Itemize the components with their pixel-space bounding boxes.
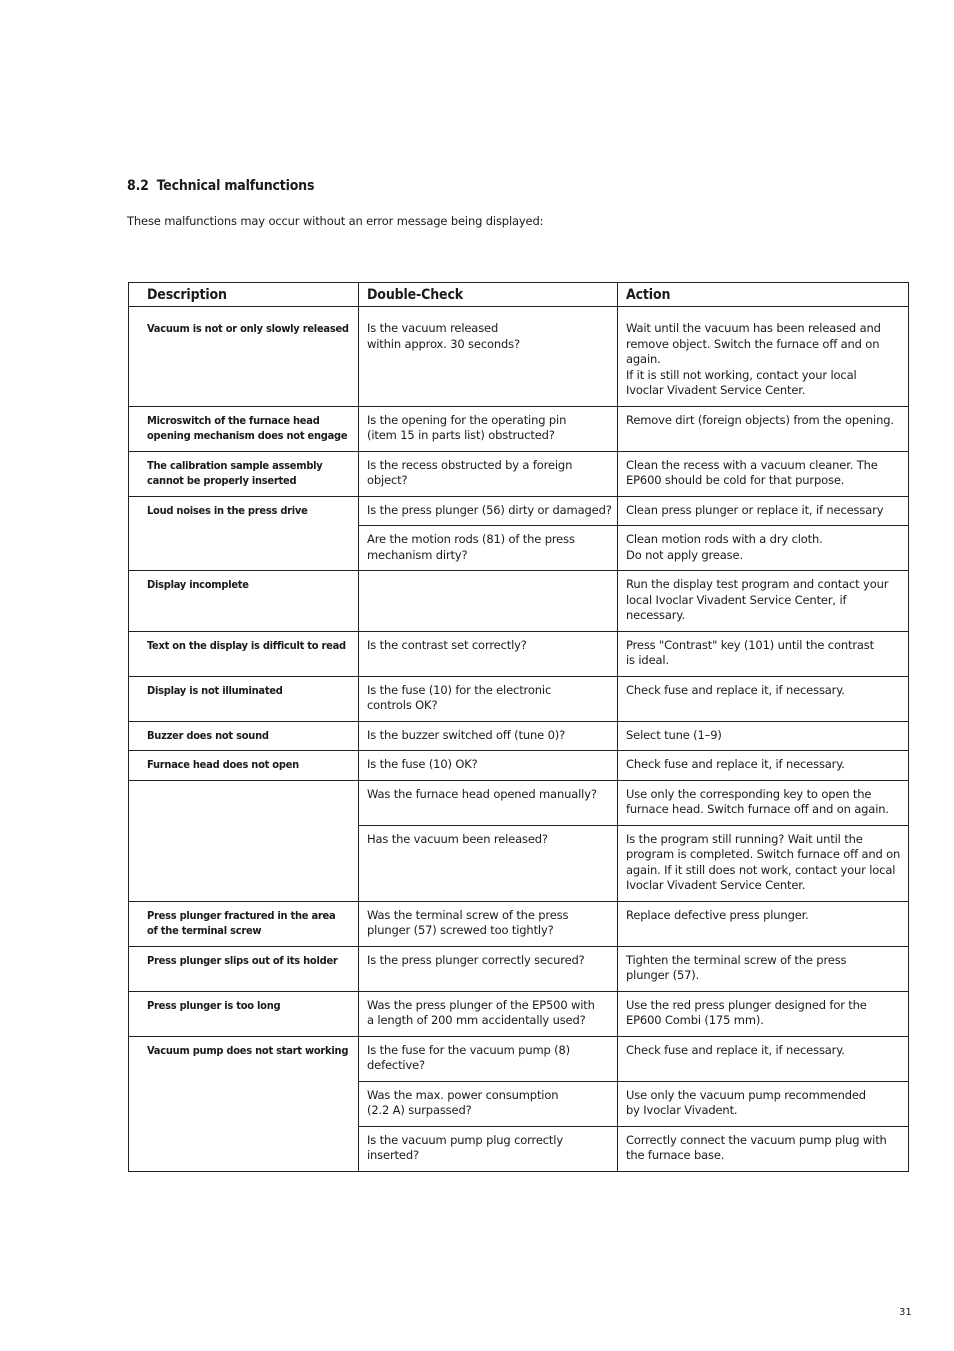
malfunction-description bbox=[129, 780, 359, 901]
action-cell: Clean motion rods with a dry cloth. Do not apply grease. bbox=[618, 526, 909, 571]
double-check-cell: Was the terminal screw of the press plunger (57) screwed too tightly? bbox=[359, 901, 618, 946]
double-check-cell: Is the fuse (10) for the electronic controls OK? bbox=[359, 676, 618, 721]
table-row bbox=[129, 571, 909, 632]
table-row bbox=[129, 721, 909, 751]
double-check-cell: Was the furnace head opened manually? bbox=[359, 780, 618, 825]
action-cell: Check fuse and replace it, if necessary. bbox=[618, 676, 909, 721]
double-check-cell: Are the motion rods (81) of the press mechanism dirty? bbox=[359, 526, 618, 571]
double-check-cell: Is the buzzer switched off (tune 0)? bbox=[359, 721, 618, 751]
action-cell: Check fuse and replace it, if necessary. bbox=[618, 751, 909, 781]
malfunction-description: Press plunger is too long bbox=[129, 991, 359, 1036]
table-row bbox=[129, 1036, 909, 1081]
table-row bbox=[129, 946, 909, 991]
table-row bbox=[129, 631, 909, 676]
double-check-cell: Is the press plunger (56) dirty or damaged? bbox=[359, 496, 618, 526]
section-title: Technical malfunctions bbox=[156, 178, 315, 194]
table-row bbox=[129, 751, 909, 781]
malfunction-description: Buzzer does not sound bbox=[129, 721, 359, 751]
table-row bbox=[129, 307, 909, 407]
action-cell: Check fuse and replace it, if necessary. bbox=[618, 1036, 909, 1081]
table-row bbox=[129, 496, 909, 526]
malfunction-description: Display is not illuminated bbox=[129, 676, 359, 721]
action-cell: Use only the vacuum pump recommended by Ivoclar Vivadent. bbox=[618, 1081, 909, 1126]
action-cell: Correctly connect the vacuum pump plug with the furnace base. bbox=[618, 1126, 909, 1171]
double-check-cell bbox=[359, 571, 618, 632]
action-cell: Use the red press plunger designed for the EP600 Combi (175 mm). bbox=[618, 991, 909, 1036]
malfunction-description: Display incomplete bbox=[129, 571, 359, 632]
section-heading bbox=[127, 178, 314, 194]
table-row bbox=[129, 406, 909, 451]
double-check-cell: Is the press plunger correctly secured? bbox=[359, 946, 618, 991]
action-cell: Is the program still running? Wait until the program is completed. Switch furnace off and on again. If it still does not work, contact your local Ivoclar Vivadent Service Center. bbox=[618, 825, 909, 901]
malfunction-description: Press plunger fractured in the area of the terminal screw bbox=[129, 901, 359, 946]
malfunction-table bbox=[128, 282, 909, 1172]
action-cell: Clean the recess with a vacuum cleaner. The EP600 should be cold for that purpose. bbox=[618, 451, 909, 496]
action-cell: Tighten the terminal screw of the press plunger (57). bbox=[618, 946, 909, 991]
action-cell: Run the display test program and contact your local Ivoclar Vivadent Service Center, if necessary. bbox=[618, 571, 909, 632]
table-row bbox=[129, 676, 909, 721]
section-number: 8.2 bbox=[127, 178, 149, 194]
intro-text: These malfunctions may occur without an error message being displayed: bbox=[127, 214, 544, 228]
table-header-row bbox=[129, 283, 909, 307]
malfunction-description: Vacuum pump does not start working bbox=[129, 1036, 359, 1171]
malfunction-description: Loud noises in the press drive bbox=[129, 496, 359, 571]
page-number: 31 bbox=[899, 1307, 912, 1318]
action-cell: Replace defective press plunger. bbox=[618, 901, 909, 946]
header-description: Description bbox=[129, 283, 359, 307]
double-check-cell: Was the press plunger of the EP500 with a length of 200 mm accidentally used? bbox=[359, 991, 618, 1036]
action-cell: Use only the corresponding key to open the furnace head. Switch furnace off and on again. bbox=[618, 780, 909, 825]
malfunction-description: Furnace head does not open bbox=[129, 751, 359, 781]
header-double-check: Double-Check bbox=[359, 283, 618, 307]
double-check-cell: Is the opening for the operating pin (item 15 in parts list) obstructed? bbox=[359, 406, 618, 451]
action-cell: Wait until the vacuum has been released and remove object. Switch the furnace off and on again. If it is still not working, contact your local Ivoclar Vivadent Service Center. bbox=[618, 307, 909, 407]
malfunction-description: Text on the display is difficult to read bbox=[129, 631, 359, 676]
double-check-cell: Is the contrast set correctly? bbox=[359, 631, 618, 676]
double-check-cell: Is the vacuum pump plug correctly inserted? bbox=[359, 1126, 618, 1171]
malfunction-description: The calibration sample assembly cannot be properly inserted bbox=[129, 451, 359, 496]
action-cell: Clean press plunger or replace it, if necessary bbox=[618, 496, 909, 526]
double-check-cell: Has the vacuum been released? bbox=[359, 825, 618, 901]
table-row bbox=[129, 780, 909, 825]
action-cell: Press "Contrast" key (101) until the contrast is ideal. bbox=[618, 631, 909, 676]
double-check-cell: Is the recess obstructed by a foreign object? bbox=[359, 451, 618, 496]
table-row bbox=[129, 451, 909, 496]
table-row bbox=[129, 901, 909, 946]
double-check-cell: Was the max. power consumption (2.2 A) surpassed? bbox=[359, 1081, 618, 1126]
double-check-cell: Is the fuse (10) OK? bbox=[359, 751, 618, 781]
action-cell: Remove dirt (foreign objects) from the opening. bbox=[618, 406, 909, 451]
table-row bbox=[129, 991, 909, 1036]
double-check-cell: Is the fuse for the vacuum pump (8) defective? bbox=[359, 1036, 618, 1081]
header-action: Action bbox=[618, 283, 909, 307]
table-body bbox=[129, 307, 909, 1172]
malfunction-description: Vacuum is not or only slowly released bbox=[129, 307, 359, 407]
malfunction-description: Microswitch of the furnace head opening mechanism does not engage bbox=[129, 406, 359, 451]
malfunction-description: Press plunger slips out of its holder bbox=[129, 946, 359, 991]
double-check-cell: Is the vacuum released within approx. 30 seconds? bbox=[359, 307, 618, 407]
action-cell: Select tune (1–9) bbox=[618, 721, 909, 751]
